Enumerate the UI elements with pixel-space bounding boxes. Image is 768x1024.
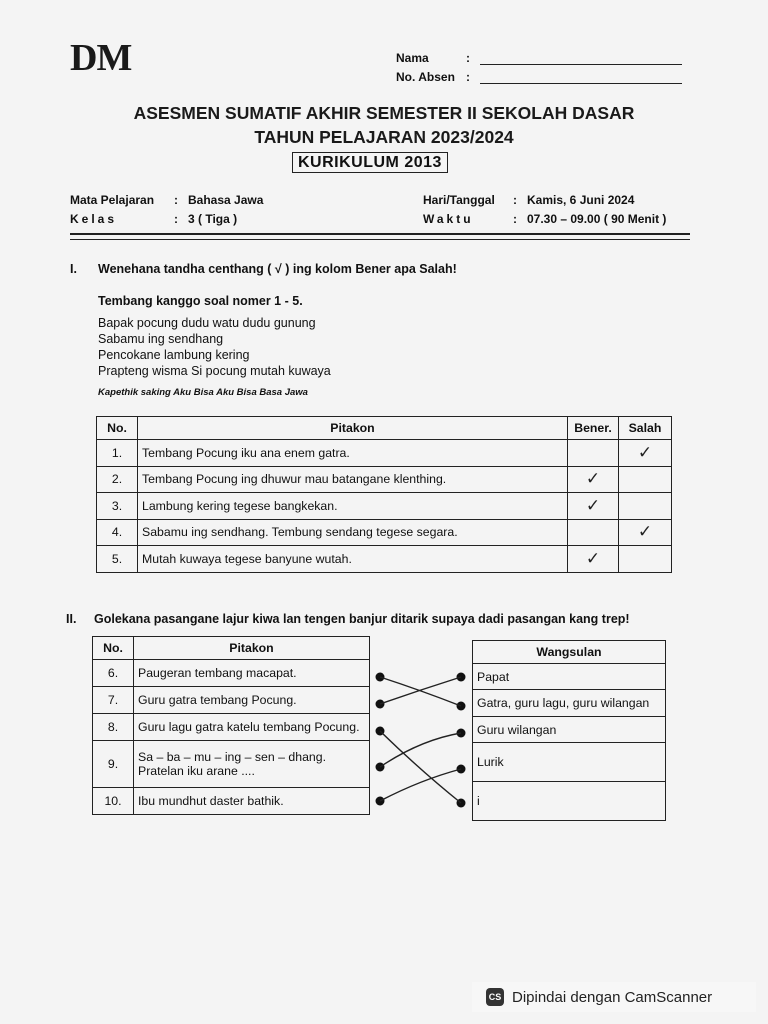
hari-value: Kamis, 6 Juni 2024 xyxy=(527,193,635,207)
colon: : xyxy=(466,51,470,65)
answer-text: Lurik xyxy=(473,743,666,782)
section-number: I. xyxy=(70,262,77,276)
match-line xyxy=(380,733,461,767)
col-pitakon: Pitakon xyxy=(134,637,370,660)
question-text: Paugeran tembang macapat. xyxy=(134,660,370,687)
salah-cell[interactable]: ✓ xyxy=(619,519,672,546)
row-number: 4. xyxy=(97,519,138,546)
school-logo: DM xyxy=(70,37,132,79)
colon: : xyxy=(174,193,178,207)
question-text: Lambung kering tegese bangkekan. xyxy=(138,493,568,520)
colon: : xyxy=(174,212,178,226)
col-salah: Salah xyxy=(619,417,672,440)
question-line: Pratelan iku arane .... xyxy=(138,764,255,778)
scanner-watermark xyxy=(472,982,756,1012)
col-no: No. xyxy=(93,637,134,660)
col-no: No. xyxy=(97,417,138,440)
question-text: Ibu mundhut daster bathik. xyxy=(134,788,370,815)
row-number: 2. xyxy=(97,466,138,493)
col-wangsulan: Wangsulan xyxy=(473,641,666,664)
question-text: Guru lagu gatra katelu tembang Pocung. xyxy=(134,714,370,741)
question-text: Guru gatra tembang Pocung. xyxy=(134,687,370,714)
section-instruction: Wenehana tandha centhang ( √ ) ing kolom Bener apa Salah! xyxy=(98,262,457,276)
question-text: Tembang Pocung ing dhuwur mau batangane klenthing. xyxy=(138,466,568,493)
mapel-label: Mata Pelajaran xyxy=(70,193,155,207)
section-number: II. xyxy=(66,612,77,626)
row-number: 1. xyxy=(97,440,138,467)
poem-credit: Kapethik saking Aku Bisa Aku Bisa Basa Jawa xyxy=(98,387,308,398)
section-instruction: Golekana pasangane lajur kiwa lan tengen banjur ditarik supaya dadi pasangan kang trep! xyxy=(94,612,630,626)
match-line xyxy=(380,769,461,801)
hari-label: Hari/Tanggal xyxy=(423,193,495,207)
col-pitakon: Pitakon xyxy=(138,417,568,440)
poem-line: Prapteng wisma Si pocung mutah kuwaya xyxy=(98,364,331,378)
answer-text: Papat xyxy=(473,664,666,690)
poem-line: Pencokane lambung kering xyxy=(98,348,250,362)
exam-title: ASESMEN SUMATIF AKHIR SEMESTER II SEKOLAH DASAR xyxy=(133,103,635,123)
question-text: Tembang Pocung iku ana enem gatra. xyxy=(138,440,568,467)
colon: : xyxy=(513,193,517,207)
question-text: Mutah kuwaya tegese banyune wutah. xyxy=(138,546,568,573)
nama-label: Nama xyxy=(396,51,429,65)
scanner-text: Dipindai dengan CamScanner xyxy=(512,988,713,1006)
colon: : xyxy=(513,212,517,226)
kelas-label: Kelas xyxy=(70,212,118,226)
question-text: Sabamu ing sendhang. Tembung sendang tegese segara. xyxy=(138,519,568,546)
camscanner-icon: CS xyxy=(486,988,504,1006)
salah-cell[interactable]: ✓ xyxy=(619,440,672,467)
waktu-label: Waktu xyxy=(423,212,474,226)
kelas-value: 3 ( Tiga ) xyxy=(188,212,238,226)
absen-label: No. Absen xyxy=(396,70,455,84)
answer-text: Guru wilangan xyxy=(473,717,666,743)
mapel-value: Bahasa Jawa xyxy=(188,193,264,207)
kurikulum-badge: KURIKULUM 2013 xyxy=(292,152,448,173)
row-number: 6. xyxy=(93,660,134,687)
row-number: 5. xyxy=(97,546,138,573)
answer-text: Gatra, guru lagu, guru wilangan xyxy=(473,690,666,717)
col-bener: Bener. xyxy=(568,417,619,440)
waktu-value: 07.30 – 09.00 ( 90 Menit ) xyxy=(527,212,667,226)
poem-line: Sabamu ing sendhang xyxy=(98,332,224,346)
bener-cell[interactable]: ✓ xyxy=(568,466,619,493)
row-number: 9. xyxy=(93,741,134,788)
row-number: 8. xyxy=(93,714,134,741)
row-number: 10. xyxy=(93,788,134,815)
poem-line: Bapak pocung dudu watu dudu gunung xyxy=(98,316,316,330)
bener-cell[interactable]: ✓ xyxy=(568,546,619,573)
exam-year: TAHUN PELAJARAN 2023/2024 xyxy=(254,127,514,147)
answer-text: i xyxy=(473,782,666,821)
row-number: 7. xyxy=(93,687,134,714)
question-line: Sa – ba – mu – ing – sen – dhang. xyxy=(138,750,327,764)
row-number: 3. xyxy=(97,493,138,520)
colon: : xyxy=(466,70,470,84)
poem-intro: Tembang kanggo soal nomer 1 - 5. xyxy=(98,294,303,308)
match-line xyxy=(380,731,461,803)
bener-cell[interactable]: ✓ xyxy=(568,493,619,520)
